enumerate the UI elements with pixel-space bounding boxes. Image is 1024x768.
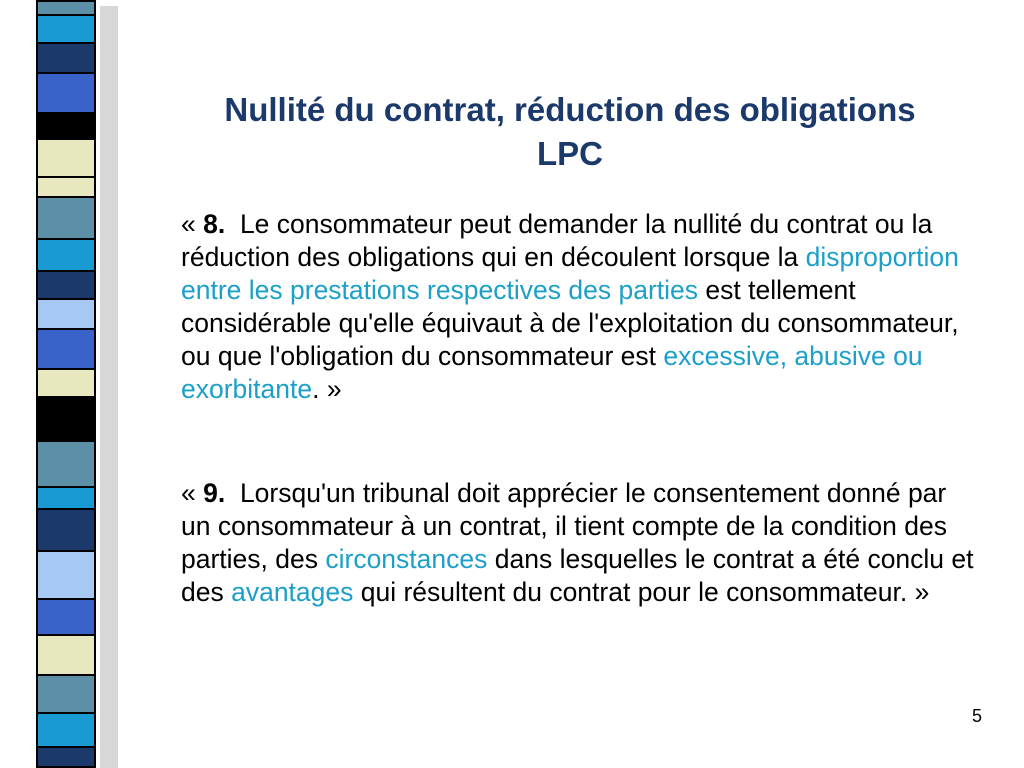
article-9-paragraph bbox=[181, 477, 981, 609]
decorative-stripe bbox=[36, 0, 100, 768]
stripe-block bbox=[36, 398, 96, 442]
article-number: 8. bbox=[203, 209, 226, 239]
stripe-block bbox=[36, 44, 96, 74]
stripe-block bbox=[36, 0, 96, 16]
article-8-paragraph bbox=[181, 208, 981, 406]
page-number: 5 bbox=[972, 706, 983, 726]
stripe-block bbox=[36, 600, 96, 636]
stripe-block bbox=[36, 16, 96, 44]
paragraph-text: est tellement considérable qu'elle équivaut à de l'exploitation du consommateur, ou que l'obligation du consommateur est bbox=[181, 275, 967, 371]
stripe-block bbox=[36, 240, 96, 272]
stripe-block bbox=[36, 74, 96, 114]
paragraph-text: Le consommateur peut demander la nullité du contrat ou la réduction des obligations qui en découlent lorsque la bbox=[181, 209, 940, 272]
stripe-block bbox=[36, 748, 96, 768]
quote-open: « bbox=[181, 478, 204, 508]
stripe-block bbox=[36, 330, 96, 370]
slide-title bbox=[140, 88, 1000, 176]
title-line-2: LPC bbox=[537, 135, 603, 172]
stripe-block bbox=[36, 272, 96, 300]
stripe-block bbox=[36, 370, 96, 398]
highlighted-text: excessive, abusive ou exorbitante bbox=[181, 341, 923, 404]
stripe-block bbox=[36, 714, 96, 748]
stripe-block bbox=[36, 198, 96, 240]
stripe-block bbox=[36, 510, 96, 552]
stripe-block bbox=[36, 178, 96, 198]
stripe-shadow bbox=[100, 6, 118, 768]
paragraph-text: Lorsqu'un tribunal doit apprécier le consentement donné par un consommateur à un contrat, il tient compte de la condition des parties, des bbox=[181, 478, 955, 574]
stripe-block bbox=[36, 114, 96, 140]
paragraph-text: dans lesquelles le contrat a été conclu et des bbox=[181, 544, 981, 607]
highlighted-text: circonstances bbox=[325, 544, 488, 574]
title-line-1: Nullité du contrat, réduction des obligations bbox=[224, 91, 916, 128]
paragraph-text: . » bbox=[312, 374, 342, 404]
stripe-block bbox=[36, 140, 96, 178]
stripe-block bbox=[36, 442, 96, 488]
article-number: 9. bbox=[203, 478, 226, 508]
stripe-block bbox=[36, 636, 96, 676]
quote-open: « bbox=[181, 209, 204, 239]
stripe-block bbox=[36, 300, 96, 330]
stripe-block bbox=[36, 552, 96, 600]
highlighted-text: disproportion entre les prestations respectives des parties bbox=[181, 242, 959, 305]
highlighted-text: avantages bbox=[231, 577, 354, 607]
stripe-block bbox=[36, 488, 96, 510]
paragraph-text: qui résultent du contrat pour le consommateur. » bbox=[353, 577, 930, 607]
stripe-block bbox=[36, 676, 96, 714]
